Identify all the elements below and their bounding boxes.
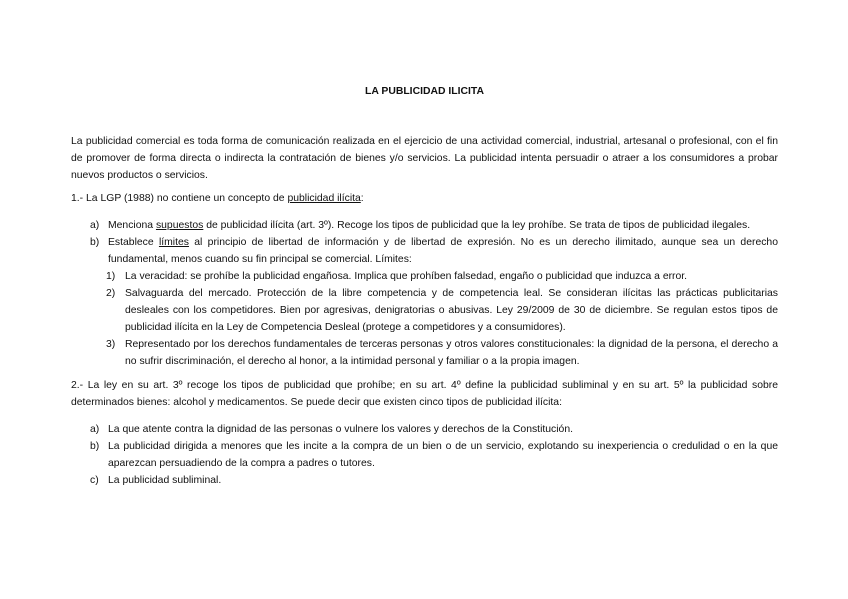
- section-1-list: [71, 217, 778, 370]
- sub-list-item: [89, 336, 778, 370]
- intro-paragraph: La publicidad comercial es toda forma de comunicación realizada en el ejercicio de una actividad comercial, industrial, artesanal o profesional, con el fin de promover de forma directa o indirecta la contratación de bienes y/o servicios. La publicidad intenta persuadir o atraer a los consumidores a probar nuevos productos o servicios.: [71, 136, 778, 181]
- list-item-post: al principio de libertad de información y de libertad de expresión. No es un derecho ilimitado, aunque sea un derecho fundamental, menos cuando su fin principal se comercial. Límites:: [108, 237, 778, 265]
- section-2-paragraph: 2.- La ley en su art. 3º recoge los tipos de publicidad que prohíbe; en su art. 4º define la publicidad subliminal y en su art. 5º la publicidad sobre determinados bienes: alcohol y medicamentos. Se puede decir que existen cinco tipos de publicidad ilícita:: [71, 380, 778, 408]
- sub-list-item: [89, 268, 778, 285]
- sub-list-marker: 3): [106, 339, 116, 350]
- list-item-underlined: límites: [158, 237, 189, 248]
- list-item-pre: Establece: [108, 237, 159, 248]
- sub-list-text: La veracidad: se prohíbe la publicidad engañosa. Implica que prohíben falsedad, engaño o publicidad que induzca a error.: [125, 271, 688, 282]
- document-title: LA PUBLICIDAD ILICITA: [365, 86, 484, 97]
- section-2-list: [71, 421, 778, 489]
- section-1-heading-post: :: [360, 193, 364, 204]
- list-marker: a): [90, 424, 100, 435]
- list-item: [71, 217, 778, 234]
- list-marker: c): [90, 475, 99, 486]
- list-item-post: de publicidad ilícita (art. 3º). Recoge los tipos de publicidad que la ley prohíbe. Se trata de tipos de publicidad ilegales.: [203, 220, 751, 231]
- sub-list-text: Salvaguarda del mercado. Protección de la libre competencia y de competencia leal. Se consideran ilícitas las prácticas publicitarias desleales con los competidores. Bien por agresivas, denigratorias o abusivas. Ley 29/2009 de 30 de diciembre. Se regulan estos tipos de publicidad ilícita en la Ley de Competencia Desleal (protege a competidores y a consumidores).: [125, 288, 778, 333]
- list-marker: b): [90, 441, 100, 452]
- list-item: [71, 234, 778, 370]
- list-item-text: La que atente contra la dignidad de las personas o vulnere los valores y derechos de la Constitución.: [108, 424, 573, 435]
- sub-list-text: Representado por los derechos fundamentales de terceras personas y otros valores constitucionales: la dignidad de la persona, el derecho a no sufrir discriminación, el derecho al honor, a la intimidad personal y familiar o a la propia imagen.: [125, 339, 778, 367]
- sub-list-item: [89, 285, 778, 336]
- list-item-text: La publicidad subliminal.: [108, 475, 222, 486]
- sub-list-marker: 1): [106, 271, 116, 282]
- sub-list-marker: 2): [106, 288, 116, 299]
- list-item-text: La publicidad dirigida a menores que les incite a la compra de un bien o de un servicio, explotando su inexperiencia o credulidad o en la que aparezcan persuadiendo de la compra a padres o tutores.: [108, 441, 778, 469]
- list-marker: b): [90, 237, 100, 248]
- section-1-heading-pre: 1.- La LGP (1988) no contiene un concepto de: [71, 193, 288, 204]
- section-1-heading-underlined: publicidad ilícita: [287, 193, 361, 204]
- list-marker: a): [90, 220, 100, 231]
- list-item: [71, 438, 778, 472]
- section-1-heading: [71, 190, 778, 207]
- list-item: [71, 472, 778, 489]
- limits-list: [89, 268, 778, 370]
- list-item-underlined: supuestos: [155, 220, 204, 231]
- list-item: [71, 421, 778, 438]
- list-item-pre: Menciona: [108, 220, 156, 231]
